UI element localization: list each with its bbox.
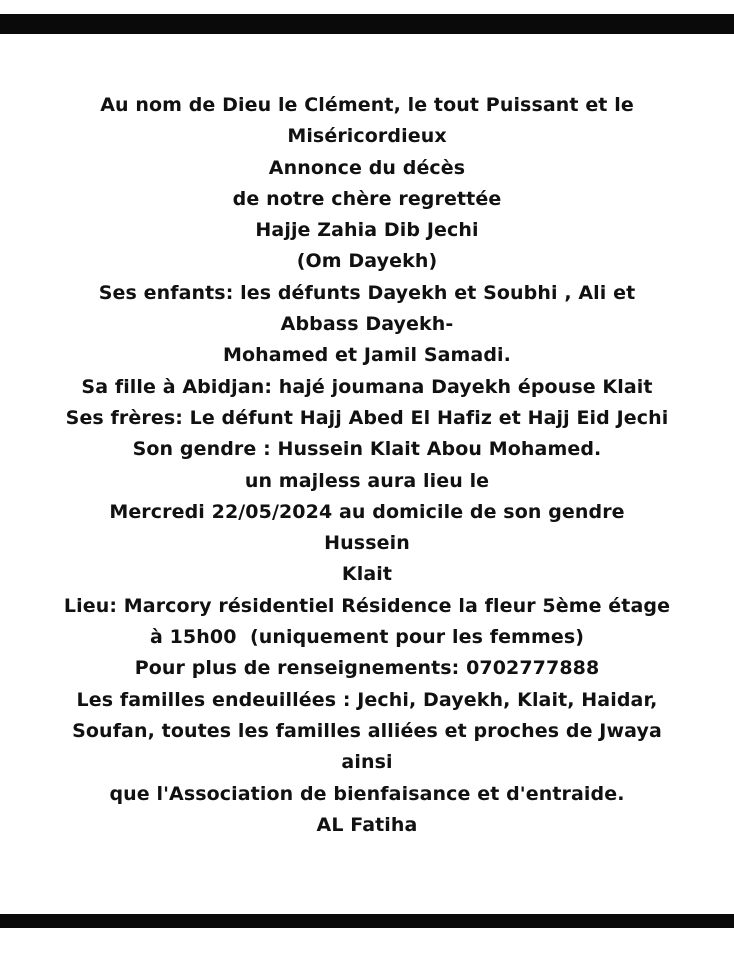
majless-date-line: Mercredi 22/05/2024 au domicile de son gendre [109, 500, 625, 523]
children-line-1: Ses enfants: les défunts Dayekh et Soubhi , Ali et [98, 281, 636, 304]
announcement-line-invocation-1: Au nom de Dieu le Clément, le tout Puissant et le [100, 94, 634, 116]
brothers-line: Ses frères: Le défunt Hajj Abed El Hafiz et Hajj Eid Jechi [65, 406, 669, 429]
children-line-3: Mohamed et Jamil Samadi. [223, 344, 511, 367]
death-announcement [0, 90, 734, 841]
top-border-bar [0, 14, 734, 34]
association-line: que l'Association de bienfaisance et d'entraide. [109, 782, 625, 805]
majless-line-1: un majless aura lieu le [244, 469, 490, 492]
location-line: Lieu: Marcory résidentiel Résidence la fleur 5ème étage [63, 594, 671, 617]
majless-host-line-1: Hussein [324, 532, 410, 555]
closing-line: AL Fatiha [316, 813, 418, 836]
deceased-name: Hajje Zahia Dib Jechi [255, 219, 479, 242]
children-line-2: Abbass Dayekh- [280, 313, 454, 336]
families-line-1: Les familles endeuillées : Jechi, Dayekh, Klait, Haidar, [76, 688, 658, 711]
families-line-2: Soufan, toutes les familles alliées et proches de Jwaya [72, 719, 662, 742]
contact-line: Pour plus de renseignements: 0702777888 [134, 657, 600, 680]
time-line: à 15h00 (uniquement pour les femmes) [149, 626, 585, 649]
bottom-border-bar [0, 914, 734, 928]
announcement-line-subheading: de notre chère regrettée [232, 187, 502, 210]
son-in-law-line: Son gendre : Hussein Klait Abou Mohamed. [132, 438, 602, 461]
announcement-line-heading: Annonce du décès [268, 156, 466, 179]
announcement-line-invocation-2: Miséricordieux [287, 125, 447, 148]
majless-host-line-2: Klait [341, 563, 393, 586]
deceased-alias: (Om Dayekh) [296, 250, 438, 273]
daughter-line: Sa fille à Abidjan: hajé joumana Dayekh épouse Klait [81, 375, 653, 398]
families-line-3: ainsi [341, 751, 393, 774]
